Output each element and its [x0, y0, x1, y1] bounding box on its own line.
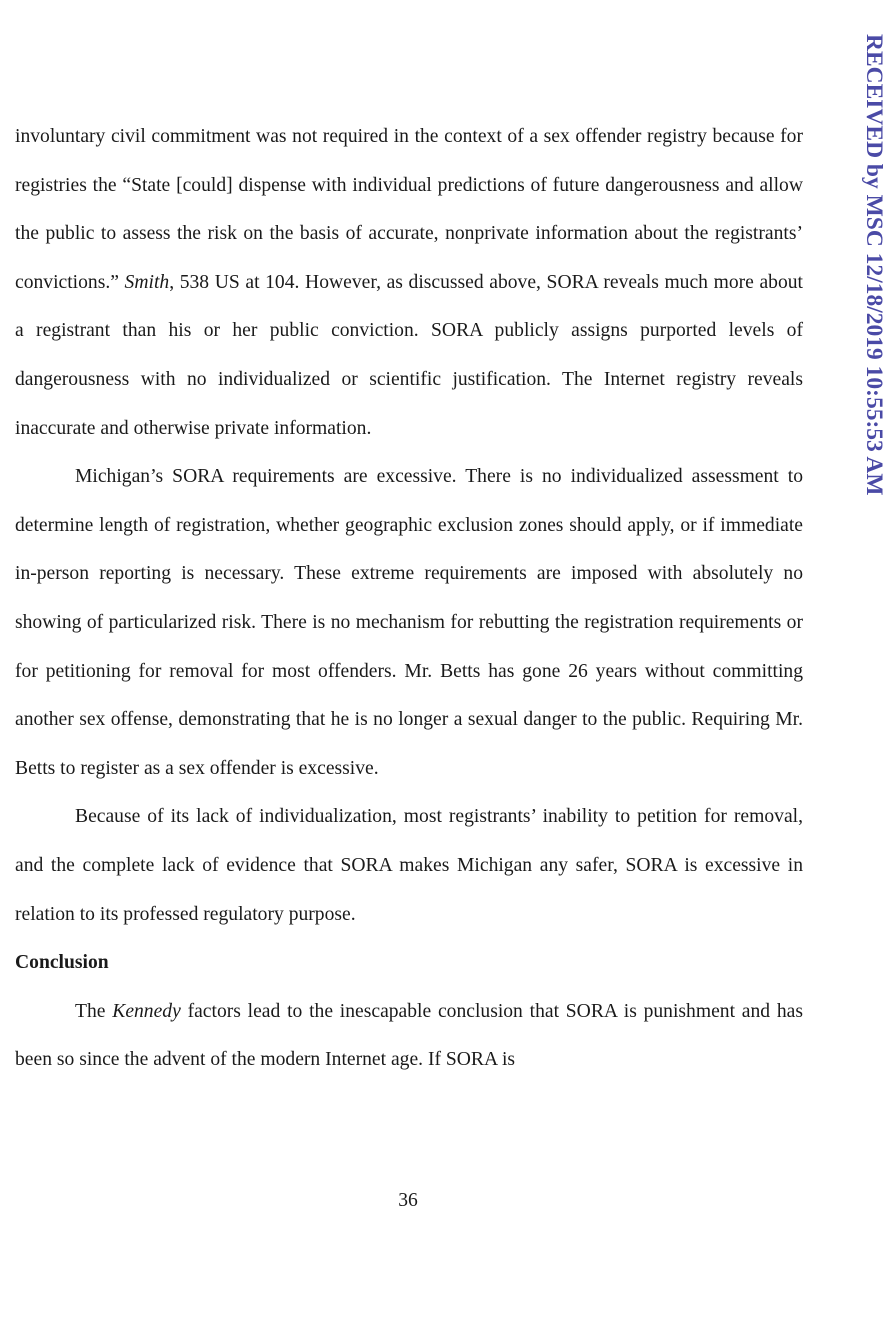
received-stamp: RECEIVED by MSC 12/18/2019 10:55:53 AM	[861, 34, 887, 496]
paragraph-text: factors lead to the inescapable conclusion that SORA is punishment and has been so since the advent of the modern Internet age. If SORA is	[15, 1000, 803, 1071]
paragraph-text: , 538 US at 104. However, as discussed above, SORA reveals much more about a registrant than his or her public conviction. SORA publicly assigns purported levels of dangerousness with no individualized or scientific justification. The Internet registry reveals inaccurate and otherwise private information.	[15, 271, 803, 439]
paragraph-individualization: Because of its lack of individualization, most registrants’ inability to petition for removal, and the complete lack of evidence that SORA makes Michigan any safer, SORA is excessive in relation to its professed regulatory purpose.	[15, 806, 803, 925]
document-body	[15, 113, 803, 1085]
page-number: 36	[398, 1190, 418, 1211]
case-citation: Kennedy	[112, 1000, 181, 1022]
paragraph-smith	[15, 113, 803, 453]
case-citation: Smith	[124, 271, 170, 293]
section-heading: Conclusion	[15, 952, 109, 974]
paragraph-text: The	[75, 1000, 113, 1022]
paragraph-conclusion	[15, 988, 803, 1085]
paragraph-excessive: Michigan’s SORA requirements are excessive. There is no individualized assessment to determine length of registration, whether geographic exclusion zones should apply, or if immediate in-person reporting is necessary. These extreme requirements are imposed with absolutely no showing of particularized risk. There is no mechanism for rebutting the registration requirements or for petitioning for removal for most offenders. Mr. Betts has gone 26 years without committing another sex offense, demonstrating that he is no longer a sexual danger to the public. Requiring Mr. Betts to register as a sex offender is excessive.	[15, 466, 803, 779]
paragraph-text: involuntary civil commitment was not required in the context of a sex offender registry because for registries the “State [could] dispense with individual predictions of future dangerousness and allow the public to assess the risk on the basis of accurate, nonprivate information about the registrants’ convictions.”	[15, 126, 803, 293]
